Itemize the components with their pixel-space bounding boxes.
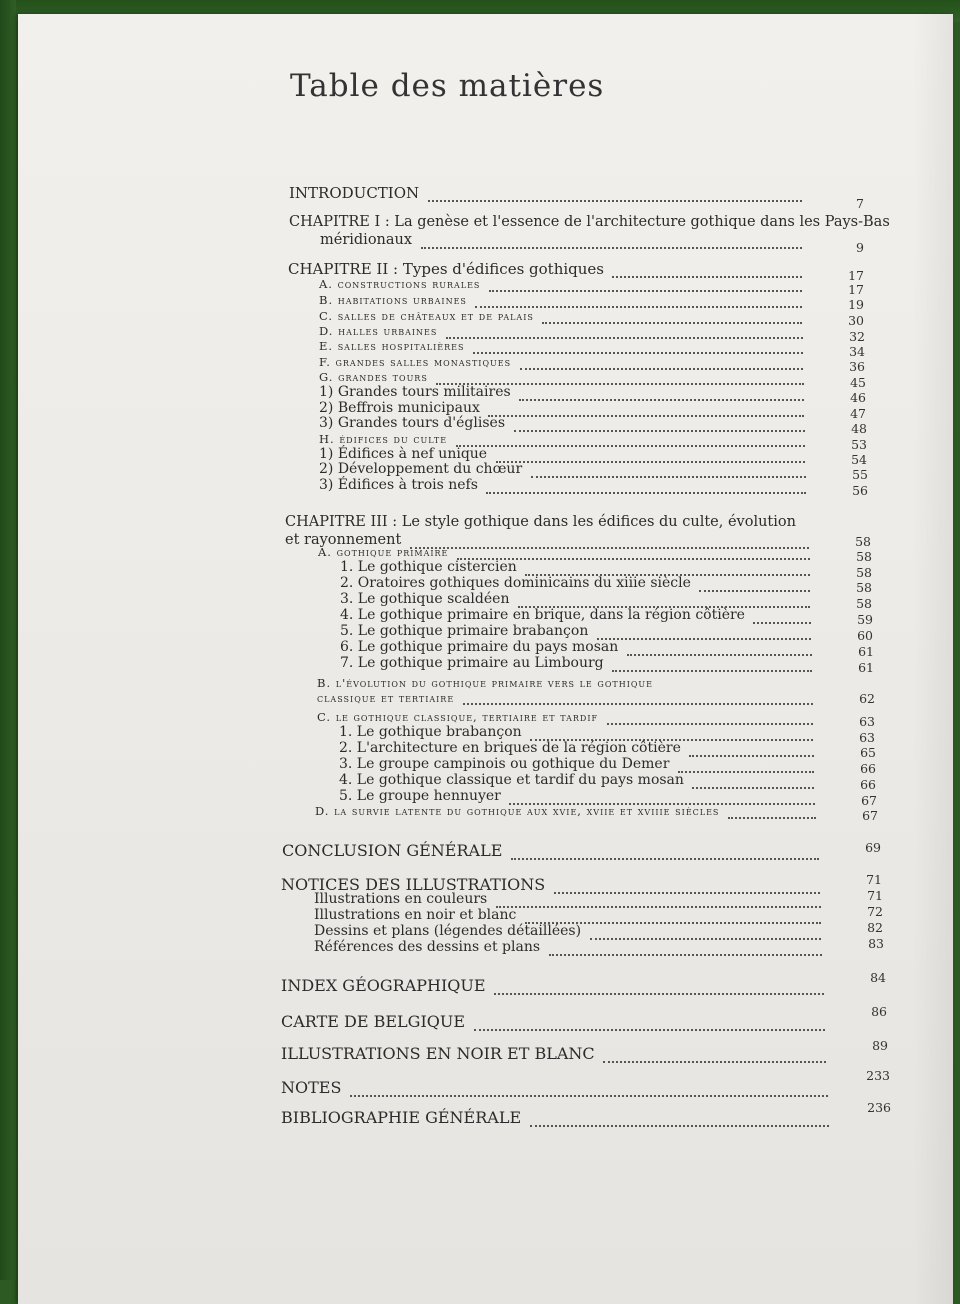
toc-entry-label: 2) Développement du chœur	[319, 461, 523, 477]
dot-leader	[678, 771, 814, 773]
toc-entry-label: 3) Édifices à trois nefs	[319, 477, 478, 493]
dot-leader	[699, 590, 810, 592]
dot-leader	[473, 352, 803, 354]
toc-entry-label: 7. Le gothique primaire au Limbourg	[340, 655, 604, 671]
toc-entry-label: CONCLUSION GÉNÉRALE	[282, 841, 503, 860]
toc-entry-label: 1. Le gothique cistercien	[340, 559, 517, 575]
toc-entry-label: 2. L'architecture en briques de la région côtière	[339, 740, 681, 756]
toc-entry-label: Illustrations en noir et blanc	[314, 907, 517, 923]
dot-leader	[446, 337, 803, 339]
toc-entry-page: 48	[851, 421, 867, 436]
dot-leader	[753, 622, 811, 624]
dot-leader	[612, 670, 812, 672]
page-shade	[913, 14, 953, 1304]
toc-entry-page: 236	[867, 1100, 891, 1115]
toc-entry-label: C. le gothique classique, tertiaire et tardif	[317, 710, 599, 724]
toc-entry-page: 19	[848, 297, 864, 312]
toc-entry-label: D. la survie latente du gothique aux xvie, xviie et xviiie siècles	[315, 804, 720, 818]
toc-entry-page: 58	[855, 534, 871, 549]
dot-leader	[612, 276, 802, 278]
toc-entry-page: 32	[849, 329, 865, 344]
dot-leader	[590, 938, 821, 940]
toc-entry-page: 30	[848, 313, 864, 328]
toc-entry-label: F. grandes salles monastiques	[319, 355, 512, 369]
toc-entry-label: H. édifices du culte	[319, 432, 448, 446]
page-title: Table des matières	[290, 68, 605, 104]
toc-entry-label: B. l'évolution du gothique primaire vers le gothique	[317, 676, 653, 690]
toc-entry-page: 84	[870, 970, 886, 985]
toc-entry-page: 63	[859, 730, 875, 745]
dot-leader	[514, 430, 805, 432]
toc-entry-label: 3. Le groupe campinois ou gothique du Demer	[339, 756, 670, 772]
toc-entry-page: 55	[852, 467, 868, 482]
dot-leader	[597, 638, 811, 640]
dot-leader	[531, 476, 806, 478]
toc-entry-page: 233	[866, 1068, 890, 1083]
book-page	[18, 14, 953, 1304]
dot-leader	[728, 817, 816, 819]
toc-entry-label: 1) Grandes tours militaires	[319, 384, 511, 400]
dot-leader	[607, 723, 813, 725]
dot-leader	[456, 445, 805, 447]
toc-entry-page: 17	[848, 282, 864, 297]
toc-entry-label: Dessins et plans (légendes détaillées)	[314, 923, 582, 939]
toc-entry-page: 89	[872, 1038, 888, 1053]
dot-leader	[463, 703, 813, 705]
toc-entry-label: 1) Édifices à nef unique	[319, 446, 488, 462]
toc-entry-page: 71	[867, 888, 883, 903]
dot-leader	[410, 547, 809, 549]
toc-entry-label: CARTE DE BELGIQUE	[281, 1012, 466, 1031]
toc-entry-page: 60	[857, 628, 873, 643]
toc-entry-page: 34	[849, 344, 865, 359]
toc-entry-page: 58	[856, 580, 872, 595]
dot-leader	[496, 906, 821, 908]
toc-entry-label: Illustrations en couleurs	[314, 891, 488, 907]
dot-leader	[603, 1061, 826, 1063]
toc-entry-page: 66	[860, 761, 876, 776]
toc-entry-page: 47	[850, 406, 866, 421]
toc-entry-label: C. salles de châteaux et de palais	[319, 309, 534, 323]
toc-entry-label: 6. Le gothique primaire du pays mosan	[340, 639, 619, 655]
toc-entry-page: 62	[859, 691, 875, 706]
toc-entry-label: 4. Le gothique primaire en brique, dans la région côtière	[340, 607, 745, 623]
toc-entry-label-continued: et rayonnement	[285, 531, 402, 548]
dot-leader	[511, 858, 819, 860]
dot-leader	[496, 461, 805, 463]
toc-entry-page: 65	[860, 745, 876, 760]
toc-entry-page: 61	[858, 644, 874, 659]
toc-entry-page: 67	[862, 808, 878, 823]
toc-entry-label: A. constructions rurales	[319, 277, 481, 291]
toc-entry-label: 4. Le gothique classique et tardif du pays mosan	[339, 772, 684, 788]
dot-leader	[350, 1095, 828, 1097]
dot-leader	[428, 200, 802, 202]
toc-entry-label: CHAPITRE I : La genèse et l'essence de l'architecture gothique dans les Pays-Bas	[289, 214, 890, 230]
dot-leader	[520, 368, 803, 370]
toc-entry-label: 5. Le groupe hennuyer	[339, 788, 501, 804]
toc-entry-label: G. grandes tours	[319, 370, 428, 384]
toc-entry-label-continued: méridionaux	[320, 231, 413, 248]
toc-entry-page: 7	[856, 196, 864, 211]
toc-entry-label: INDEX GÉOGRAPHIQUE	[281, 976, 486, 995]
dot-leader	[549, 954, 822, 956]
toc-entry-label: B. habitations urbaines	[319, 293, 467, 307]
toc-entry-page: 63	[859, 714, 875, 729]
toc-entry-page: 46	[850, 390, 866, 405]
dot-leader	[689, 755, 814, 757]
toc-entry-page: 59	[857, 612, 873, 627]
toc-entry-page: 58	[856, 565, 872, 580]
toc-entry-label: CHAPITRE III : Le style gothique dans les édifices du culte, évolution	[285, 514, 796, 530]
dot-leader	[486, 492, 806, 494]
toc-entry-page: 9	[856, 240, 864, 255]
dot-leader	[627, 654, 812, 656]
toc-entry-page: 83	[868, 936, 884, 951]
toc-entry-page: 61	[858, 660, 874, 675]
toc-entry-label: A. gothique primaire	[318, 545, 449, 559]
toc-entry-page: 72	[867, 904, 883, 919]
toc-entry-label: 3) Grandes tours d'églises	[319, 415, 506, 431]
background-left	[0, 0, 16, 1280]
toc-entry-label: INTRODUCTION	[289, 184, 420, 202]
dot-leader	[530, 1125, 829, 1127]
dot-leader	[542, 322, 802, 324]
toc-entry-label: 1. Le gothique brabançon	[339, 724, 522, 740]
toc-entry-page: 54	[851, 452, 867, 467]
dot-leader	[421, 247, 802, 249]
toc-entry-label: 2. Oratoires gothiques dominicains du xiiie siècle	[340, 575, 691, 591]
toc-entry-page: 86	[871, 1004, 887, 1019]
toc-entry-page: 69	[865, 840, 881, 855]
dot-leader	[475, 306, 802, 308]
toc-entry-label: 3. Le gothique scaldéen	[340, 591, 510, 607]
dot-leader	[554, 892, 820, 894]
toc-entry-label: Références des dessins et plans	[314, 939, 541, 955]
dot-leader	[494, 993, 824, 995]
toc-entry-page: 58	[856, 549, 872, 564]
toc-entry-label: 5. Le gothique primaire brabançon	[340, 623, 589, 639]
toc-entry-label: NOTICES DES ILLUSTRATIONS	[281, 875, 546, 894]
toc-entry-page: 17	[848, 268, 864, 283]
toc-entry-page: 56	[852, 483, 868, 498]
toc-entry-label-continued: classique et tertiaire	[317, 690, 455, 705]
dot-leader	[519, 399, 804, 401]
toc-entry-label: BIBLIOGRAPHIE GÉNÉRALE	[281, 1108, 522, 1127]
toc-entry-page: 66	[860, 777, 876, 792]
dot-leader	[692, 787, 814, 789]
toc-entry-page: 53	[851, 437, 867, 452]
toc-entry-label: E. salles hospitalières	[319, 339, 465, 353]
toc-entry-page: 82	[867, 920, 883, 935]
toc-entry-page: 58	[856, 596, 872, 611]
toc-entry-page: 36	[849, 359, 865, 374]
toc-entry-page: 45	[850, 375, 866, 390]
dot-leader	[474, 1029, 825, 1031]
toc-entry-label: NOTES	[281, 1078, 342, 1097]
toc-entry-label: ILLUSTRATIONS EN NOIR ET BLANC	[281, 1044, 595, 1063]
toc-entry-label: D. halles urbaines	[319, 324, 438, 338]
dot-leader	[489, 290, 802, 292]
toc-entry-label: CHAPITRE II : Types d'édifices gothiques	[288, 260, 604, 278]
toc-entry-page: 67	[861, 793, 877, 808]
toc-entry-page: 71	[866, 872, 882, 887]
toc-entry-label: 2) Beffrois municipaux	[319, 400, 480, 416]
dot-leader	[488, 415, 804, 417]
